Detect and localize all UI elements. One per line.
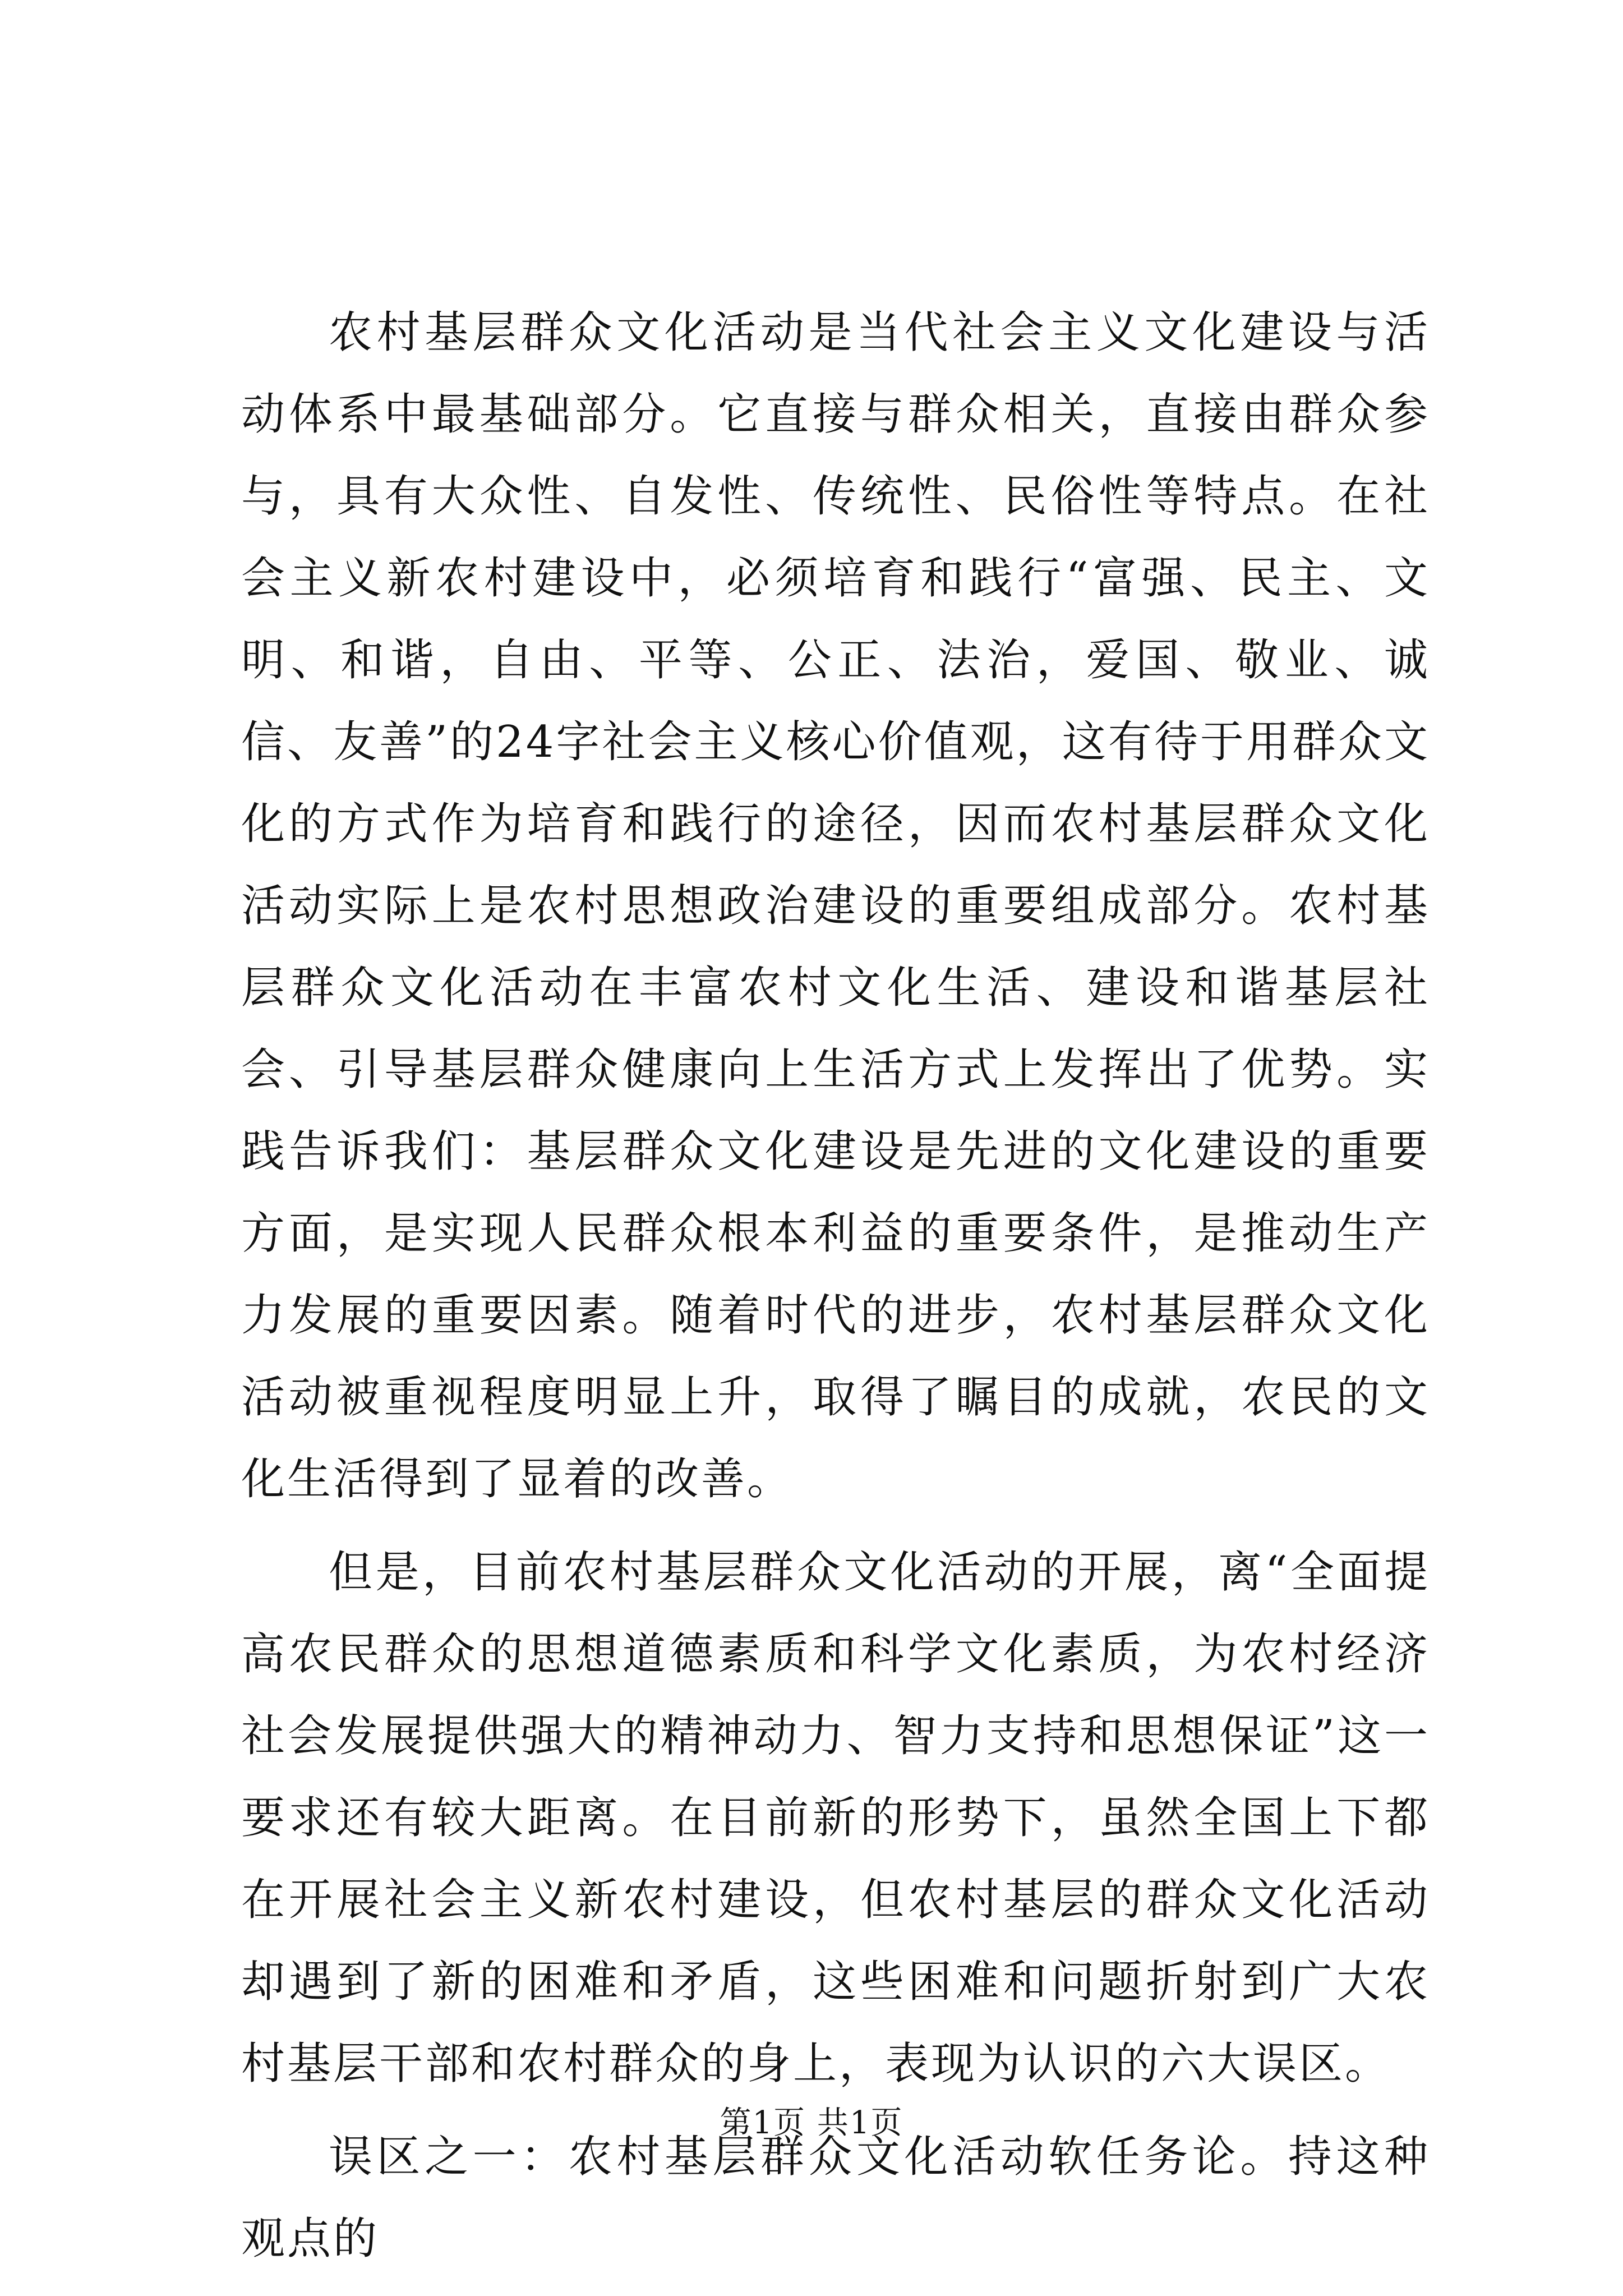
- page-number-indicator: 第1页 共1页: [720, 2105, 903, 2141]
- page-footer: [0, 2101, 1623, 2146]
- paragraph-2: 但是，目前农村基层群众文化活动的开展，离“全面提高农民群众的思想道德素质和科学文化素质，为农村经济社会发展提供强大的精神动力、智力支持和思想保证”这一要求还有较大距离。在目前新的形势下，虽然全国上下都在开展社会主义新农村建设，但农村基层的群众文化活动却遇到了新的困难和矛盾，这些困难和问题折射到广大农村基层干部和农村群众的身上，表现为认识的六大误区。: [241, 1547, 1430, 2089]
- paragraph-3: 误区之一：农村基层群众文化活动软任务论。持这种观点的: [241, 2132, 1430, 2264]
- document-body: [241, 292, 1430, 2280]
- paragraph-1: 农村基层群众文化活动是当代社会主义文化建设与活动体系中最基础部分。它直接与群众相关，直接由群众参与，具有大众性、自发性、传统性、民俗性等特点。在社会主义新农村建设中，必须培育和践行“富强、民主、文明、和谐，自由、平等、公正、法治，爱国、敬业、诚信、友善”的24字社会主义核心价值观，这有待于用群众文化的方式作为培育和践行的途径，因而农村基层群众文化活动实际上是农村思想政治建设的重要组成部分。农村基层群众文化活动在丰富农村文化生活、建设和谐基层社会、引导基层群众健康向上生活方式上发挥出了优势。实践告诉我们：基层群众文化建设是先进的文化建设的重要方面，是实现人民群众根本利益的重要条件，是推动生产力发展的重要因素。随着时代的进步，农村基层群众文化活动被重视程度明显上升，取得了瞩目的成就，农民的文化生活得到了显着的改善。: [241, 307, 1430, 1504]
